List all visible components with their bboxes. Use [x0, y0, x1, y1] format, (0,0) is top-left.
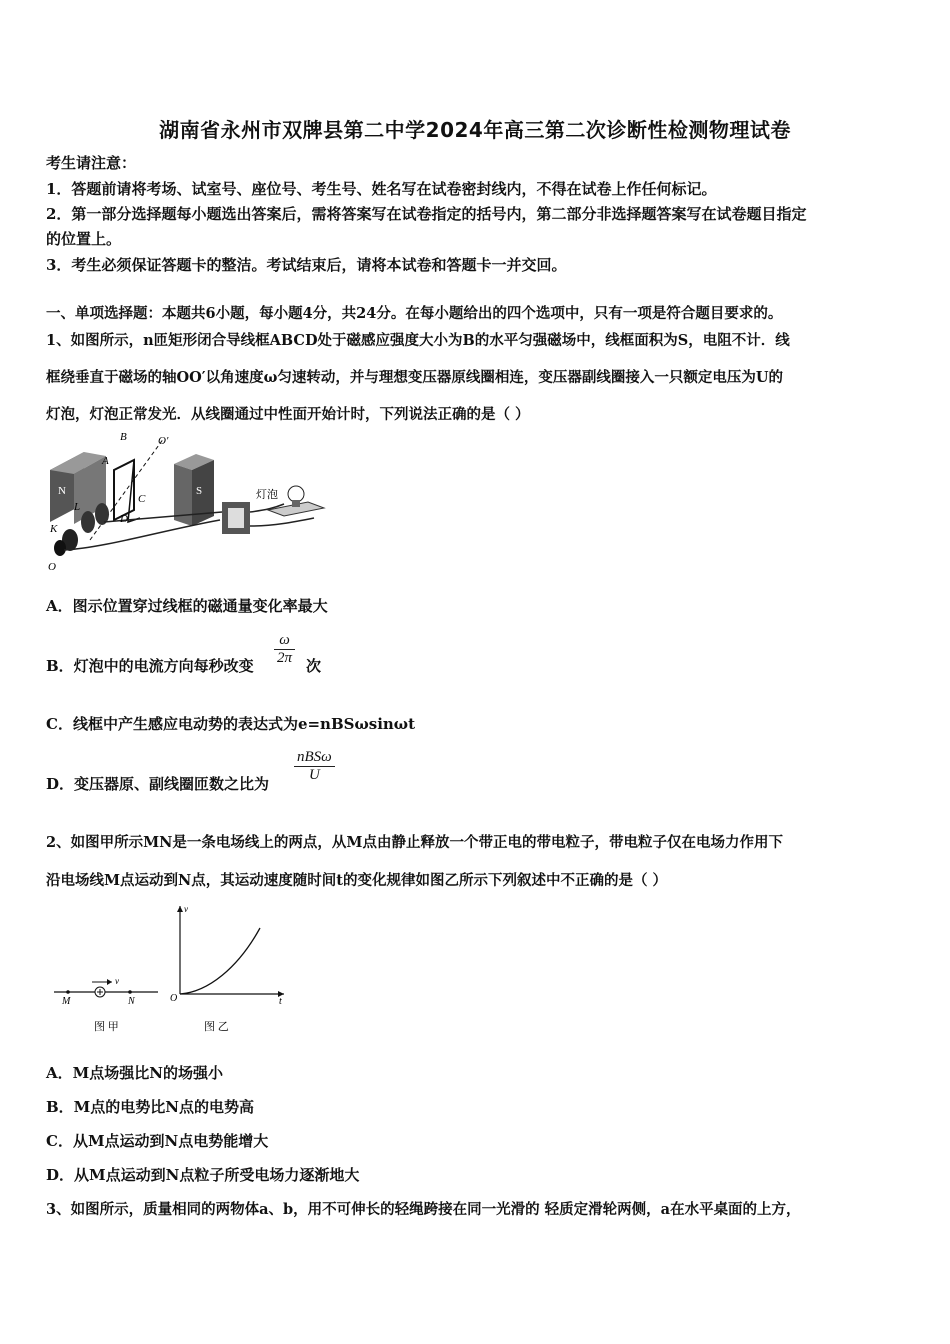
fraction-denominator: U: [308, 767, 320, 783]
question-text: 灯泡，灯泡正常发光．从线圈通过中性面开始计时，下列说法正确的是（ ）: [46, 406, 530, 423]
option-d: D．从M点运动到N点粒子所受电场力逐渐地大: [46, 1166, 360, 1184]
fraction-numerator: ω: [274, 632, 295, 650]
caption-yi: 图 乙: [204, 1021, 229, 1033]
question-text: 框绕垂直于磁场的轴OO′以角速度ω匀速转动，并与理想变压器原线圈相连，变压器副线圈接入一只额定电压为U的: [46, 369, 784, 386]
brush-l: [54, 540, 66, 556]
label-k: K: [50, 523, 58, 535]
fraction-numerator: nBSω: [294, 749, 335, 767]
label-n: N: [58, 485, 66, 497]
option-b: B．M点的电势比N点的电势高: [46, 1098, 254, 1116]
velocity-curve: [180, 928, 260, 994]
label-s: S: [196, 485, 203, 497]
option-c: C．线框中产生感应电动势的表达式为e=nBSωsinωt: [46, 715, 416, 733]
option-c: C．从M点运动到N点电势能增大: [46, 1132, 269, 1150]
fraction-denominator: 2π: [277, 650, 293, 666]
label-l: L: [74, 501, 81, 513]
field-figure: [48, 898, 298, 1038]
option-a: A．M点场强比N的场强小: [46, 1064, 223, 1082]
notice-item: 1．答题前请将考场、试室号、座位号、考生号、姓名写在试卷密封线内，不得在试卷上作任何标记。: [46, 180, 717, 198]
label-m: M: [62, 996, 71, 1007]
question-text: 3、如图所示，质量相同的两物体a、b，用不可伸长的轻绳跨接在同一光滑的 轻质定滑轮两侧，a在水平桌面的上方，: [46, 1201, 801, 1218]
label-origin: O: [170, 993, 178, 1004]
magnet-s-face: [174, 464, 192, 526]
option-b-suffix: 次: [306, 657, 322, 675]
label-a: A: [102, 455, 109, 467]
slip-ring: [81, 511, 95, 533]
notice-item: 2．第一部分选择题每小题选出答案后，需将答案写在试卷指定的括号内，第二部分非选择题答案写在试卷题目指定: [46, 205, 807, 223]
label-bulb: 灯泡: [256, 489, 278, 501]
label-o: O: [48, 561, 56, 573]
label-n: N: [128, 996, 135, 1007]
question-text: 1、如图所示，n匝矩形闭合导线框ABCD处于磁感应强度大小为B的水平匀强磁场中，线框面积为S，电阻不计．线: [46, 332, 790, 349]
page-title: 湖南省永州市双牌县第二中学2024年高三第二次诊断性检测物理试卷: [159, 118, 791, 142]
fraction-omega-2pi: [274, 632, 295, 667]
question-text: 沿电场线M点运动到N点，其运动速度随时间t的变化规律如图乙所示下列叙述中不正确的是（ ）: [46, 872, 668, 889]
label-c: C: [138, 493, 146, 505]
generator-figure: [44, 430, 334, 575]
option-a: A．图示位置穿过线框的磁通量变化率最大: [46, 597, 328, 615]
label-d: D: [120, 513, 128, 525]
notice-item: 3．考生必须保证答题卡的整洁。考试结束后，请将本试卷和答题卡一并交回。: [46, 256, 567, 274]
label-t: t: [279, 996, 282, 1007]
label-v1: v: [115, 976, 119, 986]
bulb: [288, 486, 304, 502]
notice-heading: 考生请注意：: [46, 154, 137, 172]
section-heading: 一、单项选择题：本题共6小题，每小题4分，共24分。在每小题给出的四个选项中，只有一项是符合题目要求的。: [46, 305, 783, 322]
fraction-nbsw-u: [294, 749, 335, 784]
label-o-prime: O′: [158, 435, 169, 447]
option-d-prefix: D．变压器原、副线圈匝数之比为: [46, 775, 270, 793]
option-b-prefix: B．灯泡中的电流方向每秒改变: [46, 657, 254, 675]
label-v2: v: [184, 904, 188, 914]
wire: [250, 518, 314, 526]
label-b: B: [120, 431, 127, 443]
caption-jia: 图 甲: [94, 1021, 119, 1033]
notice-item: 的位置上。: [46, 230, 122, 248]
question-text: 2、如图甲所示MN是一条电场线上的两点，从M点由静止释放一个带正电的带电粒子，带电粒子仅在电场力作用下: [46, 834, 783, 851]
